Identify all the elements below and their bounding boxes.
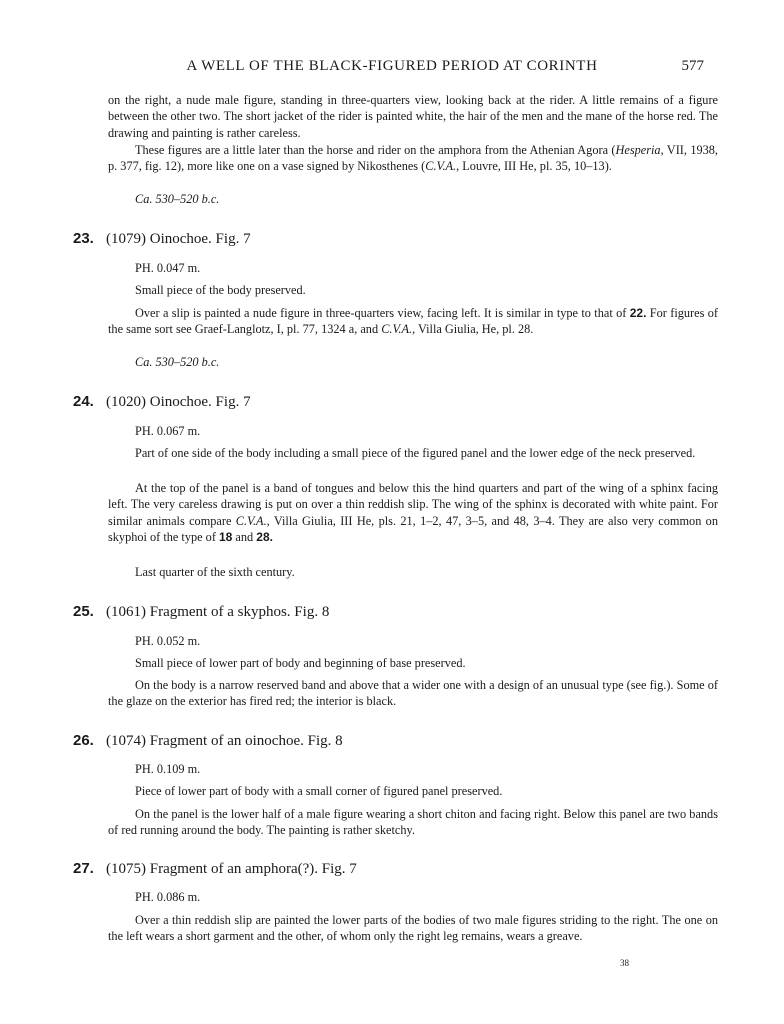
entry-number: 26.	[73, 732, 94, 749]
page-number: 577	[681, 58, 704, 74]
text-run: , Louvre, III He, pl. 35, 10–13).	[456, 159, 612, 174]
entry-description	[108, 480, 718, 545]
entry-ph: PH. 0.052 m.	[135, 634, 201, 648]
entry-preserved: Small piece of lower part of body and beginning of base preserved.	[135, 656, 466, 670]
entry-number: 25.	[73, 603, 94, 620]
text-run: Over a slip is painted a nude figure in three-quarters view, facing left. It is similar in type to that of	[135, 306, 630, 320]
entry-number: 27.	[73, 860, 94, 877]
entry-ph: PH. 0.109 m.	[135, 762, 201, 776]
entry-title: (1079) Oinochoe. Fig. 7	[106, 231, 251, 247]
entry-description: Over a thin reddish slip are painted the lower parts of the bodies of two male figures striding to the right. The one on the left wears a short garment and the other, of whom only the right leg remains, wears a greave.	[108, 913, 718, 944]
entry-description: On the body is a narrow reserved band and above that a wider one with a design of an unusual type (see fig.). Some of the glaze on the exterior has fired red; the interior is black.	[108, 678, 718, 709]
entry-title: (1061) Fragment of a skyphos. Fig. 8	[106, 604, 330, 620]
entry-heading-27	[73, 859, 723, 879]
cross-reference: 28.	[256, 529, 273, 544]
entry-number: 24.	[73, 393, 94, 410]
intro-date: Ca. 530–520 b.c.	[135, 192, 220, 206]
cross-reference: 18	[219, 529, 233, 544]
running-head-title: A WELL OF THE BLACK-FIGURED PERIOD AT CORINTH	[186, 58, 598, 74]
entry-ph: PH. 0.047 m.	[135, 261, 201, 275]
intro-paragraph: on the right, a nude male figure, standing in three-quarters view, looking back at the rider. A little remains of a figure between the other two. The short jacket of the rider is painted white, the hair of the men and the mane of the horse red. The drawing and painting is rather careless.	[108, 93, 718, 140]
text-run: , Villa Giulia, III He, pls. 21, 1–2, 47, 3–5, and 48, 3–4. They are also very common on skyphoi of the type of	[108, 513, 718, 544]
cva-abbrev: C.V.A.	[425, 159, 457, 174]
entry-date: Ca. 530–520 b.c.	[135, 355, 220, 369]
entry-preserved: Piece of lower part of body with a small corner of figured panel preserved.	[135, 784, 503, 798]
entry-description: On the panel is the lower half of a male figure wearing a short chiton and facing right. Below this panel are two bands of red running around the body. The painting is rather sketchy.	[108, 807, 718, 838]
text-run: At the top of the panel is a band of tongues and below this the hind quarters and part of the wing of a sphinx facing left. The very careless drawing is put on over a thin reddish slip. The wing of the sphinx is decorated with white paint. For similar animals compare	[108, 481, 718, 528]
entry-title: (1075) Fragment of an amphora(?). Fig. 7	[106, 861, 357, 877]
entry-date: Last quarter of the sixth century.	[135, 565, 295, 579]
text-run: and	[232, 529, 257, 544]
entry-ph: PH. 0.086 m.	[135, 890, 201, 904]
entry-ph: PH. 0.067 m.	[135, 424, 201, 438]
cross-reference: 22.	[629, 306, 647, 320]
entry-title: (1074) Fragment of an oinochoe. Fig. 8	[106, 733, 343, 749]
signature-mark: 38	[620, 958, 629, 968]
running-head	[0, 58, 784, 78]
entry-heading-23	[73, 229, 723, 249]
journal-title: Hesperia	[615, 143, 661, 157]
intro-paragraph-2	[108, 142, 718, 175]
text-run: These figures are a little later than the horse and rider on the amphora from the Athenian Agora (	[135, 143, 616, 157]
text-run: For figures of the same sort see Graef-Langlotz, I, pl. 77, 1324 a, and	[108, 306, 718, 337]
entry-preserved: Small piece of the body preserved.	[135, 283, 306, 297]
cva-abbrev: C.V.A.	[235, 513, 267, 528]
entry-heading-24	[73, 392, 723, 412]
cva-abbrev: C.V.A.	[381, 322, 413, 337]
text-run: , VII, 1938, p. 377, fig. 12), more like one on a vase signed by Nikosthenes (	[108, 143, 718, 174]
entry-heading-25	[73, 602, 723, 622]
entry-number: 23.	[73, 230, 94, 247]
entry-heading-26	[73, 731, 723, 751]
entry-preserved: Part of one side of the body including a small piece of the figured panel and the lower edge of the neck preserved.	[135, 446, 696, 460]
entry-description	[108, 305, 718, 338]
entry-title: (1020) Oinochoe. Fig. 7	[106, 394, 251, 410]
text-run: , Villa Giulia, He, pl. 28.	[412, 322, 534, 337]
